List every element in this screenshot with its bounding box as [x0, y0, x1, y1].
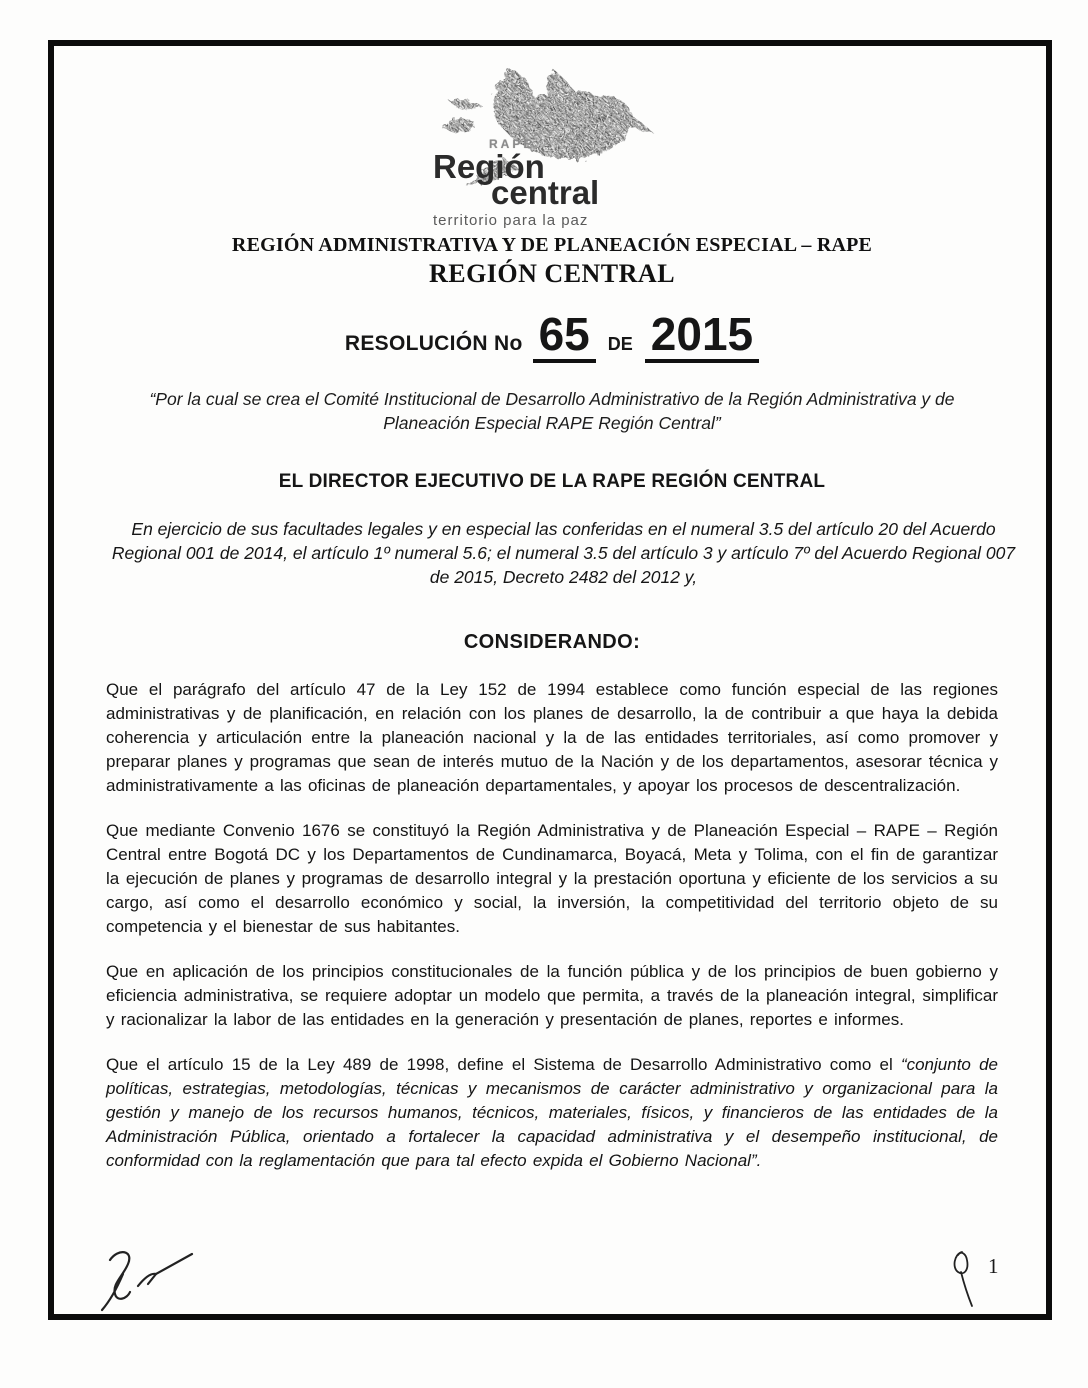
- region-central-logo: [407, 66, 697, 229]
- page-footer-right: [946, 1246, 999, 1310]
- resolution-subject: “Por la cual se crea el Comité Institucional de Desarrollo Administrativo de la Región Administrativa y de Planeación Especial RAPE Región Central”: [149, 388, 955, 433]
- paragraph-ley489-lead: Que el artículo 15 de la Ley 489 de 1998, define el Sistema de Desarrollo Administrativo como el: [106, 1054, 901, 1074]
- resolution-connector: DE: [607, 334, 633, 354]
- resolution-number: 65: [533, 313, 596, 363]
- org-header: [106, 234, 998, 289]
- preamble-text: En ejercicio de sus facultades legales y en especial las conferidas en el numeral 3.5 del artículo 20 del Acuerdo Regional 001 de 2014, el artículo 1º numeral 5.6; el numeral 3.5 del artículo 3 y artículo 7º del Acuerdo Regional 007 de 2015, Decreto 2482 del 2012 y,: [111, 518, 1016, 587]
- org-name-line: REGIÓN ADMINISTRATIVA Y DE PLANEACIÓN ESPECIAL – RAPE: [231, 234, 873, 256]
- paragraph-convenio1676: Que mediante Convenio 1676 se constituyó la Región Administrativa y de Planeación Especial – RAPE – Región Central entre Bogotá DC y los Departamentos de Cundinamarca, Boyacá, Meta y Tolima, con el fin de garantizar la ejecución de planes y programas de desarrollo integral y la prestación oportuna y eficiente de los servicios a su cargo, así como el desarrollo económico y social, la inversión, la competitividad del territorio objeto de su competencia y el bienestar de sus habitantes.: [106, 820, 998, 936]
- logo-wordmark: [433, 138, 599, 228]
- region-name-line: REGIÓN CENTRAL: [428, 259, 676, 288]
- resolution-title: [106, 308, 998, 363]
- page-content: [54, 66, 1046, 1334]
- paragraph-ley489: [106, 1053, 998, 1173]
- page-border-frame: [48, 40, 1052, 1320]
- page-number: 1: [988, 1254, 999, 1278]
- considerando-paragraphs: [106, 678, 998, 1173]
- paragraph-ley152: Que el parágrafo del artículo 47 de la Ley 152 de 1994 establece como función especial de las regiones administrativas y de planificación, en relación con los planes de desarrollo, la de contribuir a que haya la debida coherencia y articulación entre la planeación nacional y la de las entidades territoriales, así como promover y preparar planes y programas que sean de interés mutuo de la Nación y de los departamentos, asesorar técnica y administrativamente a las oficinas de planeación departamentales, y apoyar los procesos de descentralización.: [106, 679, 998, 795]
- logo-region-text: Región: [433, 148, 545, 185]
- authority-line: EL DIRECTOR EJECUTIVO DE LA RAPE REGIÓN CENTRAL: [278, 470, 826, 492]
- paragraph-principios: Que en aplicación de los principios constitucionales de la función pública y de los principios de buen gobierno y eficiencia administrativa, se requiere adoptar un modelo que permita, a través de la planeación integral, simplificar y racionalizar la labor de las entidades en la generación y presentación de planes, reportes e informes.: [106, 961, 998, 1029]
- handwritten-initials: [88, 1246, 208, 1318]
- logo-central-text: central: [491, 174, 600, 211]
- resolution-label: RESOLUCIÓN No: [344, 332, 523, 355]
- logo-tagline: territorio para la paz: [433, 212, 589, 229]
- handwritten-check-mark: [946, 1246, 980, 1310]
- resolution-year: 2015: [645, 313, 759, 363]
- logo-rape-text: RAPE: [489, 137, 535, 151]
- paragraph-ley489-quote: “conjunto de políticas, estrategias, metodologías, técnicas y mecanismos de carácter administrativo y organizacional para la gestión y manejo de los recursos humanos, técnicos, materiales, físicos, y financieros de las entidades de la Administración Pública, orientado a fortalecer la capacidad administrativa y el desempeño institucional, de conformidad con la reglamentación que para tal efecto expida el Gobierno Nacional”.: [106, 1054, 998, 1170]
- considerando-heading: CONSIDERANDO:: [463, 630, 641, 653]
